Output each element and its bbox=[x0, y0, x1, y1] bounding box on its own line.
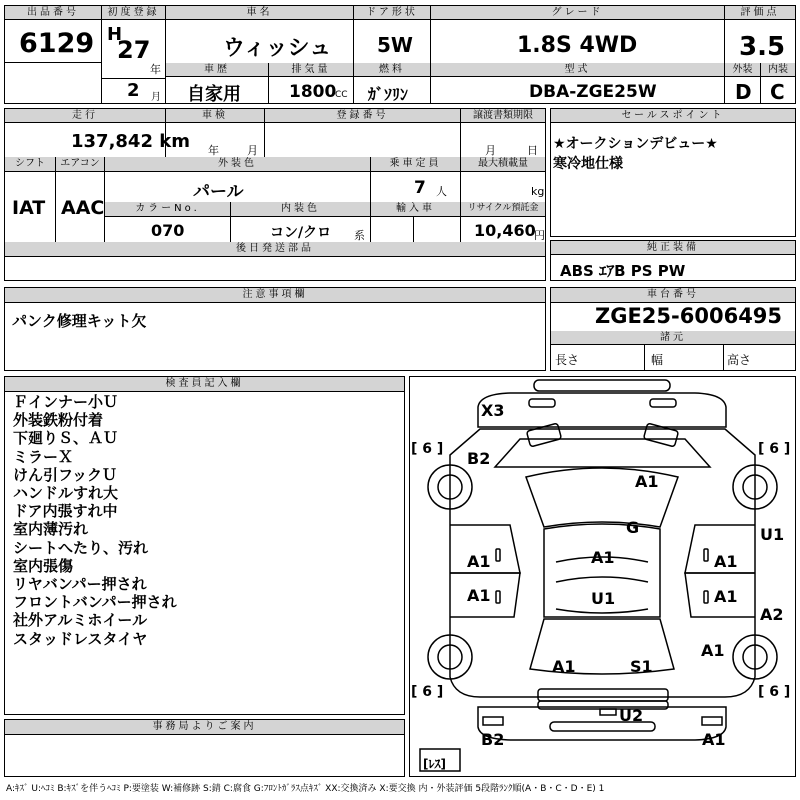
score-header: 評価点 bbox=[725, 6, 795, 20]
later-parts-header: 後日発送部品 bbox=[5, 242, 545, 257]
inspector-note: ハンドルすれ大 bbox=[13, 484, 119, 503]
tire-label-rl: [ 6 ] bbox=[411, 684, 444, 700]
shift-header: シフト bbox=[5, 157, 55, 172]
model-code-header: 型式 bbox=[431, 63, 724, 77]
notes-value: パンク修理キット欠 bbox=[12, 312, 147, 330]
color-no-value: 070 bbox=[151, 221, 185, 240]
mark-right-rear-door: A1 bbox=[714, 587, 738, 606]
office-header: 事務局よりご案内 bbox=[5, 720, 404, 735]
inspection-header: 車検 bbox=[166, 109, 264, 123]
aircon-value: AAC bbox=[61, 197, 105, 219]
mark-roof-front: A1 bbox=[591, 548, 615, 567]
inspector-note: 室内薄汚れ bbox=[13, 520, 89, 539]
mark-right-rear-fender: A1 bbox=[701, 641, 725, 660]
int-color-value: コン/クロ bbox=[270, 225, 332, 241]
tire-label-fl: [ 6 ] bbox=[411, 441, 444, 457]
ext-color-value: パール bbox=[193, 182, 244, 202]
mark-left-rear-door: A1 bbox=[467, 586, 491, 605]
inspection-month-unit: 月 bbox=[247, 144, 258, 157]
exterior-grade-header: 外装 bbox=[725, 63, 760, 77]
inspector-note: Ｆインナー小Ｕ bbox=[13, 393, 119, 411]
inspector-note: シートへたり、汚れ bbox=[13, 538, 149, 557]
sales-point-2: 寒冷地仕様 bbox=[553, 156, 623, 172]
yen-unit: 円 bbox=[534, 229, 545, 242]
equipment-box bbox=[550, 240, 796, 281]
transfer-month-unit: 月 bbox=[485, 144, 496, 157]
sales-point-box bbox=[550, 108, 796, 237]
mark-right-side-front: U1 bbox=[760, 525, 785, 544]
inspector-header: 検査員記入欄 bbox=[5, 377, 404, 392]
shift-value: IAT bbox=[12, 197, 46, 219]
car-outline bbox=[410, 377, 795, 776]
inspector-note: 社外アルミホイール bbox=[13, 611, 148, 630]
mark-front-left: B2 bbox=[467, 449, 491, 468]
inspector-note: 外装鉄粉付着 bbox=[13, 411, 104, 430]
mark-hood: A1 bbox=[635, 472, 659, 491]
mark-left-front-door: A1 bbox=[467, 552, 491, 571]
grade-header: グレード bbox=[431, 6, 724, 20]
year-value: 27 bbox=[117, 36, 151, 64]
mark-front-bumper: X3 bbox=[481, 401, 505, 420]
tire-label-fr: [ 6 ] bbox=[758, 441, 791, 457]
equipment-value: ABS ｴｱB PS PW bbox=[560, 262, 686, 280]
month-unit: 月 bbox=[151, 92, 161, 103]
mark-rear-bumper: U2 bbox=[619, 706, 644, 725]
damage-legend: A:ｷｽﾞ U:ﾍｺﾐ B:ｷｽﾞを伴うﾍｺﾐ P:要塗装 W:補修跡 S:錆 C:腐食 G:ﾌﾛﾝﾄｶﾞﾗｽ点ｷｽﾞ XX:交換済み X:要交換 内・外装評価 5段階ﾗﾝｸ順(A・B・C・D・E) 1 bbox=[6, 784, 605, 794]
recycle-value: 10,460 bbox=[474, 221, 536, 240]
reg-no-header: 登録番号 bbox=[265, 109, 460, 123]
month-value: 2 bbox=[127, 80, 140, 101]
inspector-note: ミラーＸ bbox=[13, 447, 74, 466]
notes-box bbox=[4, 287, 546, 371]
inspector-note: 下廻りＳ、ＡＵ bbox=[13, 429, 119, 448]
lot-no-header: 出品番号 bbox=[5, 6, 101, 20]
fuel-value: ｶﾞｿﾘﾝ bbox=[368, 85, 409, 104]
width-label: 幅 bbox=[651, 353, 664, 367]
transfer-day-unit: 日 bbox=[527, 144, 538, 157]
year-unit: 年 bbox=[150, 63, 161, 76]
grade-value: 1.8S 4WD bbox=[517, 33, 638, 58]
displacement-value: 1800 bbox=[289, 82, 337, 102]
inspection-year-unit: 年 bbox=[208, 144, 219, 157]
kei-unit: 系 bbox=[354, 229, 365, 242]
cc-unit: CC bbox=[335, 90, 348, 100]
capacity-header: 乗車定員 bbox=[371, 157, 460, 172]
kg-unit: kg bbox=[531, 185, 545, 198]
history-header: 車歴 bbox=[166, 63, 268, 77]
color-no-header: カラーNo. bbox=[105, 202, 230, 217]
int-color-header: 内装色 bbox=[231, 202, 370, 217]
era-value: H bbox=[107, 24, 123, 45]
first-reg-header: 初度登録 bbox=[102, 6, 165, 20]
lot-no-value: 6129 bbox=[19, 28, 95, 59]
inspector-note: フロントバンパー押され bbox=[13, 593, 177, 612]
sales-point-1: ★オークションデビュー★ bbox=[553, 136, 718, 152]
car-name-header: 車名 bbox=[166, 6, 353, 20]
spare-tire-label: [ﾚｽ] bbox=[423, 757, 446, 771]
office-box bbox=[4, 719, 405, 777]
displacement-header: 排気量 bbox=[269, 63, 353, 77]
person-unit: 人 bbox=[436, 185, 447, 198]
interior-grade-value: C bbox=[770, 80, 785, 104]
inspector-note: 室内張傷 bbox=[13, 556, 74, 575]
inspector-box bbox=[4, 376, 405, 715]
inspector-note: ドア内張すれ中 bbox=[13, 502, 118, 521]
recycle-header: リサイクル預託金 bbox=[461, 202, 545, 217]
notes-header: 注意事項欄 bbox=[5, 288, 545, 303]
inspector-notes-list bbox=[13, 393, 177, 648]
fuel-header: 燃料 bbox=[354, 63, 430, 77]
info-section bbox=[4, 108, 546, 281]
interior-grade-header: 内装 bbox=[761, 63, 795, 77]
mileage-value: 137,842 km bbox=[71, 131, 190, 152]
height-label: 高さ bbox=[727, 353, 752, 367]
door-type-value: 5W bbox=[377, 33, 413, 57]
mark-windshield: G bbox=[626, 518, 640, 537]
mark-rear-bumper-left: B2 bbox=[481, 730, 505, 749]
car-diagram bbox=[409, 376, 796, 777]
specs-header: 諸元 bbox=[551, 331, 795, 345]
exterior-grade-value: D bbox=[735, 80, 752, 104]
sales-point-header: セールスポイント bbox=[551, 109, 795, 123]
door-type-header: ドア形状 bbox=[354, 6, 430, 20]
ext-color-header: 外装色 bbox=[105, 157, 370, 172]
mileage-header: 走行 bbox=[5, 109, 165, 123]
top-section bbox=[4, 5, 796, 104]
mark-roof-rear: U1 bbox=[591, 589, 616, 608]
tire-label-rr: [ 6 ] bbox=[758, 684, 791, 700]
mark-rear-left: A1 bbox=[552, 657, 576, 676]
inspector-note: けん引フックＵ bbox=[13, 465, 117, 484]
inspector-note: リヤバンパー押され bbox=[13, 575, 147, 594]
score-value: 3.5 bbox=[739, 32, 786, 62]
model-code-value: DBA-ZGE25W bbox=[529, 82, 657, 102]
car-name-value: ウィッシュ bbox=[223, 36, 332, 61]
mark-right-front-door: A1 bbox=[714, 552, 738, 571]
chassis-box bbox=[550, 287, 796, 371]
inspector-note: スタッドレスタイヤ bbox=[13, 629, 148, 648]
mark-rear-right: S1 bbox=[630, 657, 653, 676]
transfer-deadline-header: 譲渡書類期限 bbox=[461, 109, 545, 123]
import-header: 輸入車 bbox=[371, 202, 460, 217]
capacity-value: 7 bbox=[414, 178, 426, 198]
equipment-header: 純正装備 bbox=[551, 241, 795, 255]
mark-rear-bumper-right: A1 bbox=[702, 730, 726, 749]
chassis-header: 車台番号 bbox=[551, 288, 795, 303]
length-label: 長さ bbox=[555, 353, 580, 367]
mark-right-rear-side: A2 bbox=[760, 605, 784, 624]
aircon-header: エアコン bbox=[56, 157, 104, 172]
max-load-header: 最大積載量 bbox=[461, 157, 545, 172]
chassis-value: ZGE25-6006495 bbox=[595, 304, 783, 328]
history-value: 自家用 bbox=[187, 84, 241, 105]
